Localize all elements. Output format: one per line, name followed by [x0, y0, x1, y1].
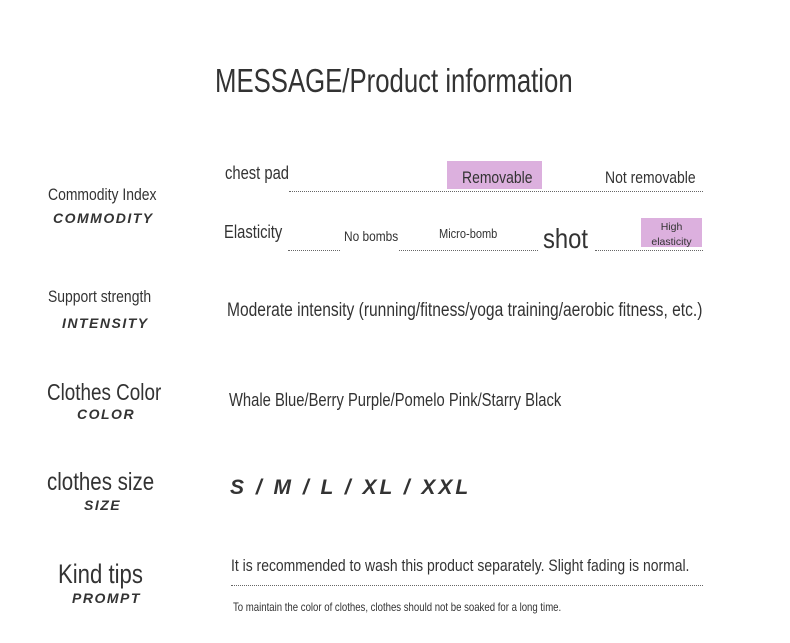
- commodity-label: Commodity Index: [48, 185, 157, 204]
- not-removable-option: Not removable: [605, 168, 696, 187]
- high-elasticity-option: High elasticity: [651, 221, 692, 248]
- removable-option: Removable: [462, 168, 533, 187]
- chest-pad-line: [289, 191, 703, 192]
- intensity-label: Support strength: [48, 287, 152, 306]
- intensity-value: Moderate intensity (running/fitness/yoga training/aerobic fitness, etc.): [227, 300, 703, 321]
- size-value: S / M / L / XL / XXL: [230, 476, 472, 499]
- elasticity-line-2: [399, 250, 538, 251]
- elasticity-line-1: [288, 250, 340, 251]
- micro-bomb-option: Micro-bomb: [439, 226, 498, 241]
- page-title: MESSAGE/Product information: [215, 62, 573, 99]
- color-label: Clothes Color: [47, 379, 162, 405]
- shot-option: shot: [543, 223, 588, 254]
- color-value: Whale Blue/Berry Purple/Pomelo Pink/Starry Black: [229, 390, 562, 410]
- tips-line-2: To maintain the color of clothes, clothes should not be soaked for a long time.: [233, 600, 562, 614]
- tips-line-1: It is recommended to wash this product separately. Slight fading is normal.: [231, 556, 690, 575]
- tips-label: Kind tips: [58, 559, 143, 589]
- intensity-sub-label: INTENSITY: [62, 315, 149, 331]
- commodity-sub-label: COMMODITY: [53, 210, 154, 226]
- tips-sub-label: PROMPT: [72, 590, 141, 606]
- tips-divider: [231, 585, 703, 586]
- elasticity-label: Elasticity: [224, 222, 283, 242]
- elasticity-line-3: [595, 250, 703, 251]
- color-sub-label: COLOR: [77, 406, 136, 422]
- size-label: clothes size: [47, 468, 155, 496]
- chest-pad-label: chest pad: [225, 163, 290, 183]
- size-sub-label: SIZE: [84, 497, 122, 513]
- no-bombs-option: No bombs: [344, 228, 399, 244]
